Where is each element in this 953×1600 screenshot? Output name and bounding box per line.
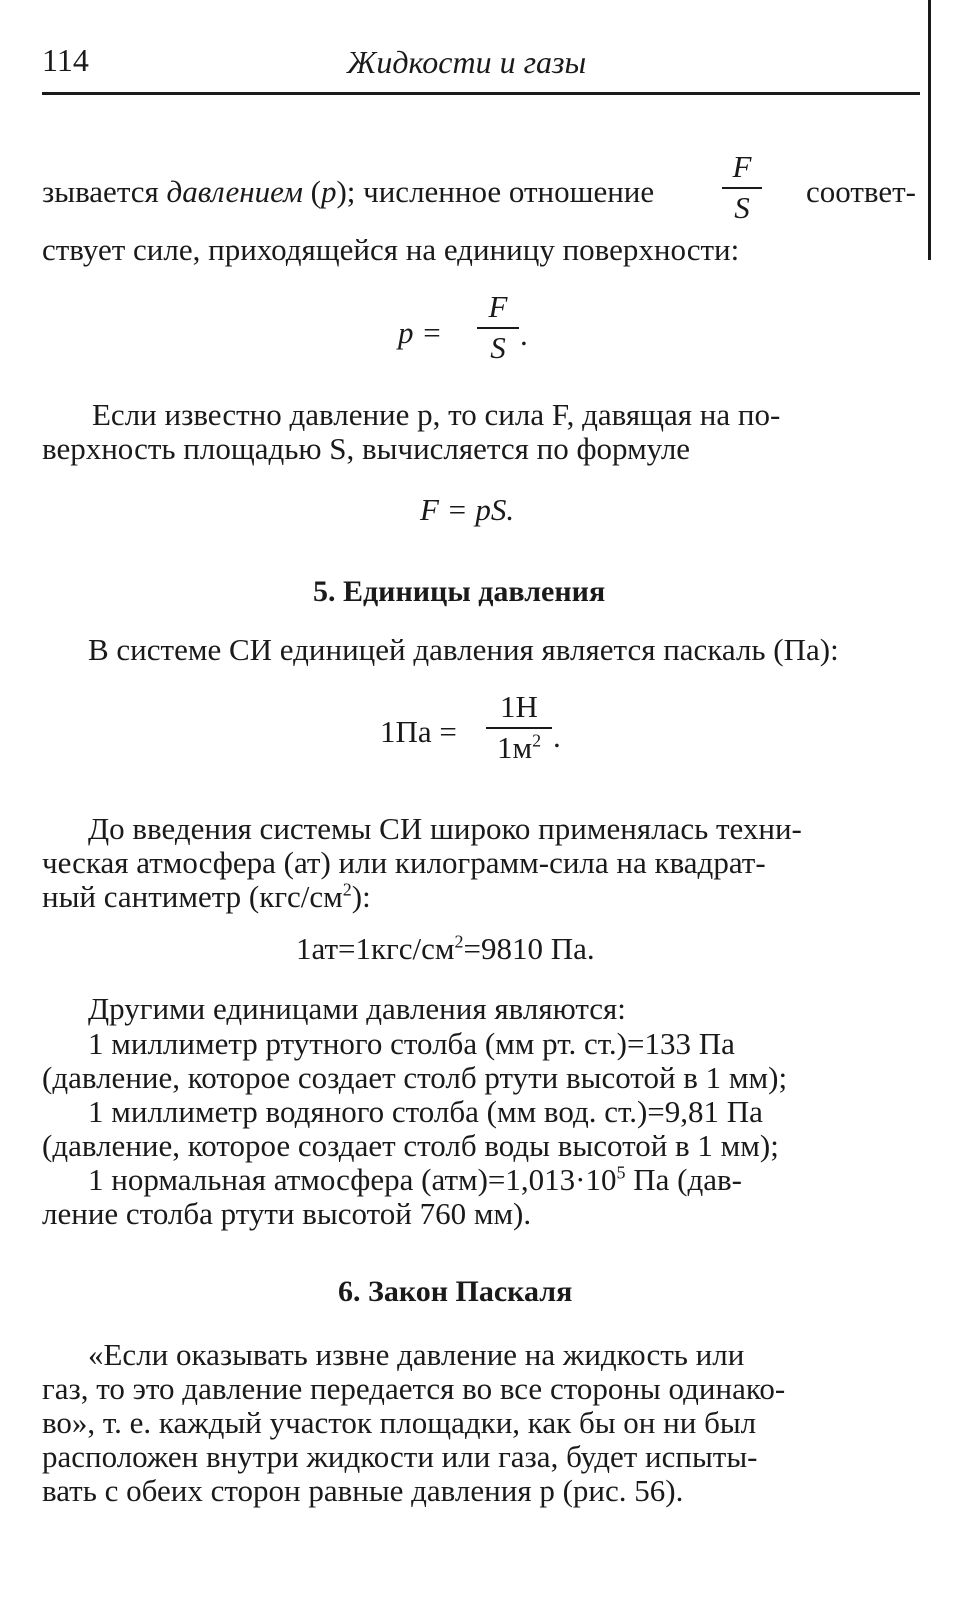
formula4-value: =9810 Па. [463, 931, 595, 966]
unit-mmh2o-line1: 1 миллиметр водяного столба (мм вод. ст.)=9,81 Па [88, 1094, 763, 1129]
fraction-denominator: S [734, 190, 750, 225]
units-intro: Другими единицами давления являются: [88, 991, 626, 1026]
formula1-bar [477, 327, 519, 329]
formula3-lhs: 1Па = [380, 714, 457, 749]
unit-atm-line1 [88, 1163, 742, 1197]
formula1-denominator: S [490, 330, 506, 365]
formula3-numerator: 1Н [500, 689, 538, 724]
section6-line4: расположен внутри жидкости или газа, будет испыты- [42, 1439, 758, 1474]
formula1-fraction [477, 290, 519, 365]
formula4-text: 1ат=1кгс/см [296, 931, 455, 966]
formula1-tail: . [520, 317, 528, 352]
unit-mmhg-line1: 1 миллиметр ртутного столба (мм рт. ст.)=133 Па [88, 1026, 735, 1061]
page-edge-rule [928, 0, 931, 260]
term-pressure: давлением [166, 174, 303, 209]
formula3-fraction [486, 690, 552, 765]
section6-line3: во», т. е. каждый участок площадки, как бы он ни был [42, 1405, 757, 1440]
formula1-lhs: p = [398, 315, 443, 350]
formula3-tail: . [553, 719, 561, 754]
fraction-bar [722, 187, 762, 189]
formula4 [296, 932, 595, 966]
unit-atm-exp: 5 [616, 1162, 626, 1183]
formula2: F = pS. [420, 492, 515, 527]
para1-line1-end: соответ- [806, 174, 916, 209]
section5-line1: В системе СИ единицей давления является паскаль (Па): [88, 632, 839, 667]
formula3-denominator [486, 731, 552, 765]
section5-heading: 5. Единицы давления [313, 575, 606, 608]
symbol-p: p [320, 174, 337, 209]
para1-paren: ( [302, 174, 321, 209]
inline-fraction [722, 150, 762, 225]
section6-line5: вать с обеих сторон равные давления p (рис. 56). [42, 1473, 684, 1508]
para2-line1: Если известно давление p, то сила F, давящая на по- [92, 397, 781, 432]
para2-line2: верхность площадью S, вычисляется по формуле [42, 431, 691, 466]
formula3-den-exp: 2 [532, 730, 542, 751]
para1-text: зывается [42, 174, 167, 209]
fraction-numerator: F [732, 149, 752, 184]
formula1-numerator: F [488, 289, 508, 324]
page-header [42, 38, 920, 88]
running-title: Жидкости и газы [347, 44, 587, 80]
unit-atm-text: 1 нормальная атмосфера (атм)=1,013·10 [88, 1162, 617, 1197]
unit-atm-rest: Па (дав- [625, 1162, 742, 1197]
unit-mmhg-line2: (давление, которое создает столб ртути высотой в 1 мм); [42, 1060, 788, 1095]
para3-line3-exp: 2 [342, 879, 352, 900]
para1-line2: ствует силе, приходящейся на единицу поверхности: [42, 232, 740, 267]
formula3-den-base: 1м [496, 730, 533, 765]
unit-mmh2o-line2: (давление, которое создает столб воды высотой в 1 мм); [42, 1128, 779, 1163]
para3-line3 [42, 880, 371, 914]
section6-line1: «Если оказывать извне давление на жидкость или [88, 1337, 745, 1372]
header-rule [42, 92, 920, 95]
para3-line2: ческая атмосфера (ат) или килограмм-сила на квадрат- [42, 845, 766, 880]
unit-atm-line2: ление столба ртути высотой 760 мм). [42, 1196, 532, 1231]
formula4-exp: 2 [454, 931, 464, 952]
para1-text-rest: ); численное отношение [336, 174, 655, 209]
para1-line1 [42, 175, 654, 209]
para3-line3-end: ): [351, 879, 371, 914]
section6-heading: 6. Закон Паскаля [338, 1275, 573, 1308]
formula3-bar [486, 727, 552, 729]
para3-line3-text: ный сантиметр (кгс/см [42, 879, 343, 914]
para3-line1: До введения системы СИ широко применялась техни- [88, 811, 802, 846]
page-number: 114 [42, 42, 89, 78]
section6-line2: газ, то это давление передается во все стороны одинако- [42, 1371, 786, 1406]
